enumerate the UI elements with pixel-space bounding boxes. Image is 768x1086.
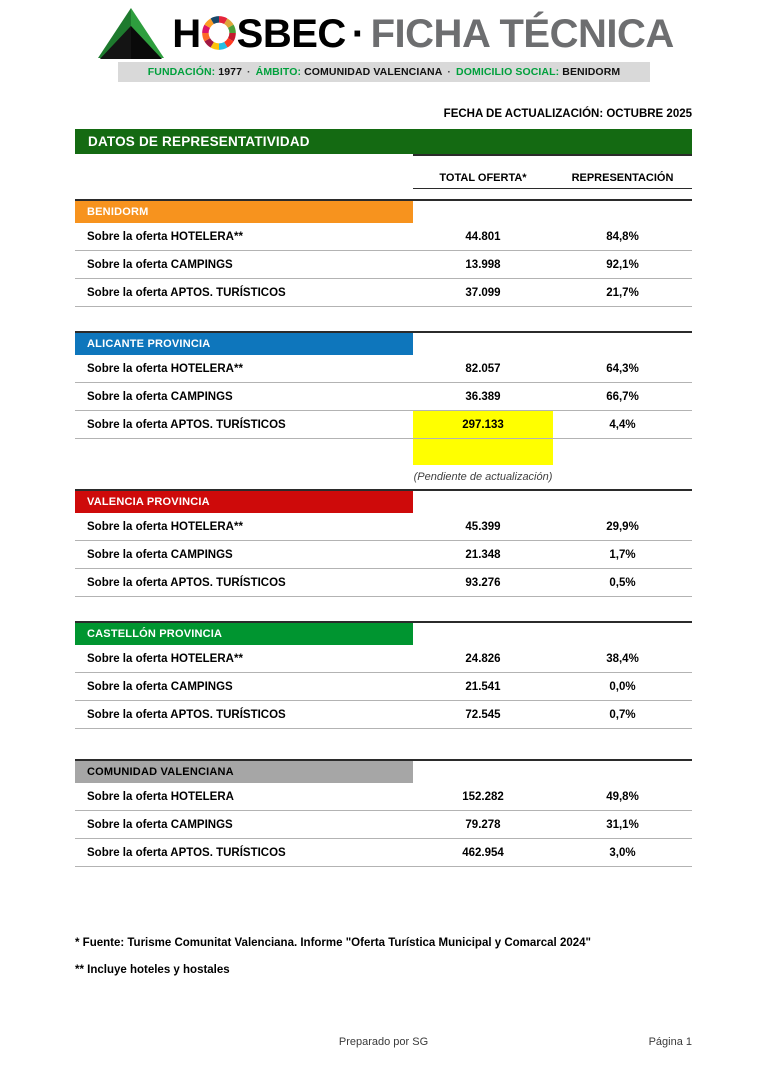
row-representation: 66,7% bbox=[553, 383, 692, 411]
row-total: 24.826 bbox=[413, 645, 553, 673]
info-label-ambito: ÁMBITO: bbox=[255, 66, 302, 78]
section-spacer-cell bbox=[413, 332, 553, 355]
row-representation: 4,4% bbox=[553, 411, 692, 439]
table-row bbox=[75, 673, 692, 701]
row-representation: 84,8% bbox=[553, 223, 692, 251]
row-representation: 38,4% bbox=[553, 645, 692, 673]
row-total: 36.389 bbox=[413, 383, 553, 411]
spacer bbox=[75, 189, 692, 201]
blank-cell bbox=[553, 439, 692, 465]
section-label-valencia-provincia: VALENCIA PROVINCIA bbox=[75, 490, 413, 513]
table-row bbox=[75, 701, 692, 729]
info-label-domicilio: DOMICILIO SOCIAL: bbox=[456, 66, 560, 78]
row-total: 93.276 bbox=[413, 569, 553, 597]
row-total: 72.545 bbox=[413, 701, 553, 729]
row-representation: 49,8% bbox=[553, 783, 692, 811]
section-spacer-cell bbox=[413, 760, 553, 783]
info-label-fundacion: FUNDACIÓN: bbox=[147, 66, 216, 78]
table-row bbox=[75, 783, 692, 811]
section-label-alicante-provincia: ALICANTE PROVINCIA bbox=[75, 332, 413, 355]
row-label: Sobre la oferta APTOS. TURÍSTICOS bbox=[75, 279, 413, 307]
row-representation: 3,0% bbox=[553, 839, 692, 867]
table-column-header-row bbox=[75, 155, 692, 189]
blank-cell bbox=[553, 465, 692, 491]
row-total-highlighted: 297.133 bbox=[413, 411, 553, 439]
table-row bbox=[75, 513, 692, 541]
info-separator-2: · bbox=[447, 66, 452, 78]
section-header-valencia-provincia bbox=[75, 490, 692, 513]
table-row bbox=[75, 645, 692, 673]
section-spacer-cell bbox=[553, 760, 692, 783]
row-label: Sobre la oferta CAMPINGS bbox=[75, 811, 413, 839]
info-value-ambito: COMUNIDAD VALENCIANA bbox=[304, 66, 443, 78]
highlight-continuation-row bbox=[75, 439, 692, 465]
column-header-representacion: REPRESENTACIÓN bbox=[553, 155, 692, 189]
spacer bbox=[75, 597, 692, 623]
table-row bbox=[75, 383, 692, 411]
row-representation: 64,3% bbox=[553, 355, 692, 383]
row-label: Sobre la oferta APTOS. TURÍSTICOS bbox=[75, 701, 413, 729]
footnotes bbox=[75, 930, 715, 984]
section-spacer-cell bbox=[553, 200, 692, 223]
highlight-block bbox=[413, 439, 553, 465]
row-label: Sobre la oferta CAMPINGS bbox=[75, 541, 413, 569]
update-date: FECHA DE ACTUALIZACIÓN: OCTUBRE 2025 bbox=[443, 108, 692, 120]
row-label: Sobre la oferta HOTELERA** bbox=[75, 223, 413, 251]
brand-hosbec-tail: SBEC bbox=[236, 12, 346, 56]
row-total: 21.348 bbox=[413, 541, 553, 569]
row-label: Sobre la oferta CAMPINGS bbox=[75, 383, 413, 411]
page-number: Página 1 bbox=[648, 1036, 692, 1048]
table-row bbox=[75, 811, 692, 839]
representativity-sheet bbox=[75, 129, 692, 867]
row-representation: 0,0% bbox=[553, 673, 692, 701]
table-row bbox=[75, 569, 692, 597]
row-label: Sobre la oferta APTOS. TURÍSTICOS bbox=[75, 839, 413, 867]
column-header-total-oferta: TOTAL OFERTA* bbox=[413, 155, 553, 189]
spacer bbox=[75, 744, 692, 760]
section-spacer-cell bbox=[413, 490, 553, 513]
row-total: 82.057 bbox=[413, 355, 553, 383]
section-header-comunidad-valenciana bbox=[75, 760, 692, 783]
section-label-comunidad-valenciana: COMUNIDAD VALENCIANA bbox=[75, 760, 413, 783]
section-header-castellon-provincia bbox=[75, 622, 692, 645]
footnote-hotels: ** Incluye hoteles y hostales bbox=[75, 964, 230, 976]
row-total: 44.801 bbox=[413, 223, 553, 251]
section-header-benidorm bbox=[75, 200, 692, 223]
page-footer bbox=[75, 1036, 692, 1048]
section-label-benidorm: BENIDORM bbox=[75, 200, 413, 223]
row-label: Sobre la oferta CAMPINGS bbox=[75, 251, 413, 279]
info-value-fundacion: 1977 bbox=[218, 66, 243, 78]
table-row bbox=[75, 411, 692, 439]
table-row bbox=[75, 251, 692, 279]
row-label: Sobre la oferta CAMPINGS bbox=[75, 673, 413, 701]
organization-info-bar bbox=[118, 62, 650, 82]
page-title: DATOS DE REPRESENTATIVIDAD bbox=[75, 129, 692, 154]
section-header-alicante-provincia bbox=[75, 332, 692, 355]
representativity-table bbox=[75, 154, 692, 867]
table-row bbox=[75, 541, 692, 569]
section-spacer-cell bbox=[413, 200, 553, 223]
info-separator-1: · bbox=[247, 66, 251, 78]
row-label: Sobre la oferta APTOS. TURÍSTICOS bbox=[75, 569, 413, 597]
info-value-domicilio: BENIDORM bbox=[562, 66, 621, 78]
row-total: 79.278 bbox=[413, 811, 553, 839]
row-representation: 1,7% bbox=[553, 541, 692, 569]
section-spacer-cell bbox=[413, 622, 553, 645]
spacer bbox=[75, 307, 692, 333]
row-representation: 0,5% bbox=[553, 569, 692, 597]
row-label: Sobre la oferta HOTELERA** bbox=[75, 513, 413, 541]
table-row bbox=[75, 279, 692, 307]
table-row bbox=[75, 839, 692, 867]
masthead bbox=[0, 0, 768, 62]
section-spacer-cell bbox=[553, 332, 692, 355]
row-label: Sobre la oferta HOTELERA** bbox=[75, 355, 413, 383]
row-label: Sobre la oferta HOTELERA bbox=[75, 783, 413, 811]
table-row bbox=[75, 355, 692, 383]
row-representation: 21,7% bbox=[553, 279, 692, 307]
prepared-by-label: Preparado por SG bbox=[338, 1036, 429, 1048]
row-representation: 92,1% bbox=[553, 251, 692, 279]
column-header-label bbox=[75, 155, 413, 189]
sdg-color-wheel-icon bbox=[202, 12, 236, 46]
row-representation: 31,1% bbox=[553, 811, 692, 839]
row-total: 37.099 bbox=[413, 279, 553, 307]
row-total: 152.282 bbox=[413, 783, 553, 811]
row-total: 462.954 bbox=[413, 839, 553, 867]
brand-ficha-tecnica: FICHA TÉCNICA bbox=[370, 12, 674, 56]
footnote-source: * Fuente: Turisme Comunitat Valenciana. Informe "Oferta Turística Municipal y Comarcal 2024" bbox=[75, 937, 591, 949]
section-label-castellon-provincia: CASTELLÓN PROVINCIA bbox=[75, 622, 413, 645]
row-total: 21.541 bbox=[413, 673, 553, 701]
hosbec-mountain-logo bbox=[94, 6, 168, 62]
spacer bbox=[75, 729, 692, 745]
section-spacer-cell bbox=[553, 622, 692, 645]
table-row bbox=[75, 223, 692, 251]
row-total: 45.399 bbox=[413, 513, 553, 541]
blank-cell bbox=[75, 439, 413, 465]
row-label: Sobre la oferta HOTELERA** bbox=[75, 645, 413, 673]
section-spacer-cell bbox=[553, 490, 692, 513]
row-label: Sobre la oferta APTOS. TURÍSTICOS bbox=[75, 411, 413, 439]
blank-cell bbox=[75, 465, 413, 491]
brand-title bbox=[172, 9, 673, 59]
pending-note-row bbox=[75, 465, 692, 491]
row-representation: 0,7% bbox=[553, 701, 692, 729]
brand-hosbec-h: H bbox=[172, 12, 201, 56]
row-representation: 29,9% bbox=[553, 513, 692, 541]
row-total: 13.998 bbox=[413, 251, 553, 279]
pending-update-note: (Pendiente de actualización) bbox=[413, 471, 553, 483]
brand-separator: · bbox=[351, 12, 365, 56]
